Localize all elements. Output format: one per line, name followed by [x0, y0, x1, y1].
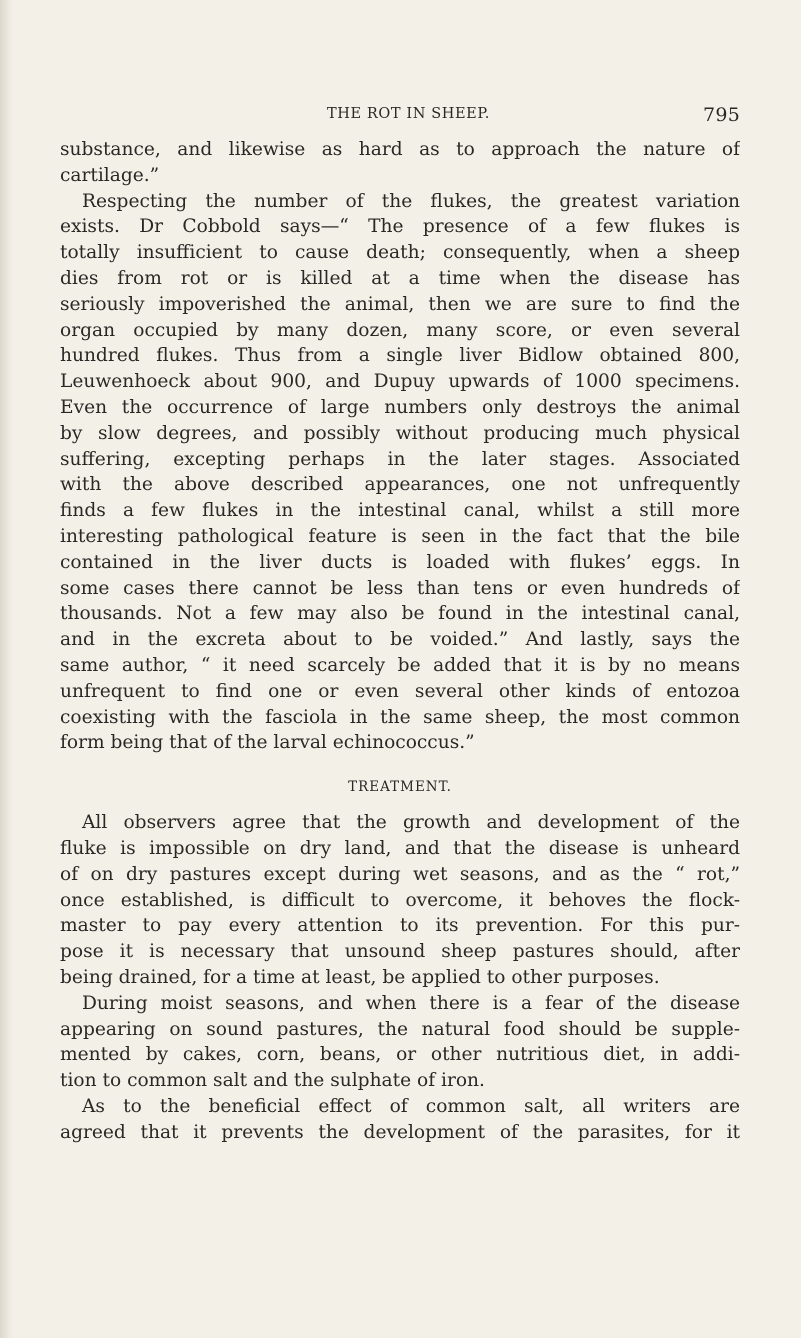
- text-line: thousands. Not a few may also be found in the intestinal canal,: [60, 603, 740, 625]
- text-line: suffering, excepting perhaps in the later stages. Associated: [60, 448, 740, 470]
- text-line: tion to common salt and the sulphate of iron.: [60, 1070, 485, 1092]
- paragraph-2: [60, 189, 740, 757]
- text-line: same author, “ it need scarcely be added that it is by no means: [60, 654, 740, 676]
- running-title: THE ROT IN SHEEP.: [327, 106, 490, 122]
- text-line: Even the occurrence of large numbers only destroys the animal: [60, 396, 740, 418]
- text-line: All observers agree that the growth and development of the: [82, 812, 740, 834]
- text-line: Leuwenhoeck about 900, and Dupuy upwards of 1000 specimens.: [60, 371, 740, 393]
- page-edge-shadow: [0, 0, 14, 1338]
- text-line: contained in the liver ducts is loaded with flukes’ eggs. In: [60, 551, 740, 573]
- text-line: unfrequent to find one or even several other kinds of entozoa: [60, 680, 740, 702]
- text-line: fluke is impossible on dry land, and that the disease is unheard: [60, 837, 740, 859]
- text-line: organ occupied by many dozen, many score, or even several: [60, 319, 740, 341]
- text-line: seriously impoverished the animal, then we are sure to find the: [60, 293, 740, 315]
- paragraph-4: [60, 991, 740, 1094]
- text-line: of on dry pastures except during wet seasons, and as the “ rot,”: [60, 863, 740, 885]
- paragraph-1: [60, 137, 740, 189]
- text-line: with the above described appearances, one not unfrequently: [60, 474, 740, 496]
- paragraph-5: [60, 1094, 740, 1146]
- text-line: coexisting with the fasciola in the same sheep, the most common: [60, 706, 740, 728]
- text-line: substance, and likewise as hard as to approach the nature of: [60, 139, 740, 160]
- text-line: totally insufficient to cause death; consequently, when a sheep: [60, 242, 740, 264]
- text-line: interesting pathological feature is seen in the fact that the bile: [60, 525, 740, 547]
- section-heading: TREATMENT.: [348, 779, 452, 796]
- text-line: and in the excreta about to be voided.” And lastly, says the: [60, 629, 740, 651]
- text-line: hundred flukes. Thus from a single liver Bidlow obtained 800,: [60, 345, 740, 367]
- body-text: [60, 137, 740, 1145]
- text-line: As to the beneficial effect of common salt, all writers are: [82, 1095, 740, 1117]
- text-line: master to pay every attention to its prevention. For this pur-: [60, 915, 740, 937]
- text-line: dies from rot or is killed at a time when the disease has: [60, 267, 740, 289]
- text-line: exists. Dr Cobbold says—“ The presence of a few flukes is: [60, 216, 740, 238]
- text-line: cartilage.”: [60, 164, 160, 186]
- text-line: During moist seasons, and when there is a fear of the disease: [82, 992, 740, 1014]
- page-number: 795: [703, 104, 741, 126]
- text-line: form being that of the larval echinococcus.”: [60, 732, 475, 754]
- text-line: agreed that it prevents the development of the parasites, for it: [60, 1121, 740, 1143]
- text-line: finds a few flukes in the intestinal canal, whilst a still more: [60, 500, 740, 522]
- text-line: by slow degrees, and possibly without producing much physical: [60, 422, 740, 444]
- text-line: some cases there cannot be less than tens or even hundreds of: [60, 577, 740, 599]
- text-line: appearing on sound pastures, the natural food should be supple-: [60, 1018, 740, 1040]
- text-line: pose it is necessary that unsound sheep pastures should, after: [60, 941, 740, 963]
- running-header: [0, 104, 801, 128]
- text-line: mented by cakes, corn, beans, or other nutritious diet, in addi-: [60, 1044, 740, 1066]
- text-line: being drained, for a time at least, be applied to other purposes.: [60, 966, 660, 988]
- text-line: Respecting the number of the flukes, the greatest variation: [82, 190, 740, 212]
- paragraph-3: [60, 810, 740, 991]
- text-line: once established, is difficult to overcome, it behoves the flock-: [60, 889, 740, 911]
